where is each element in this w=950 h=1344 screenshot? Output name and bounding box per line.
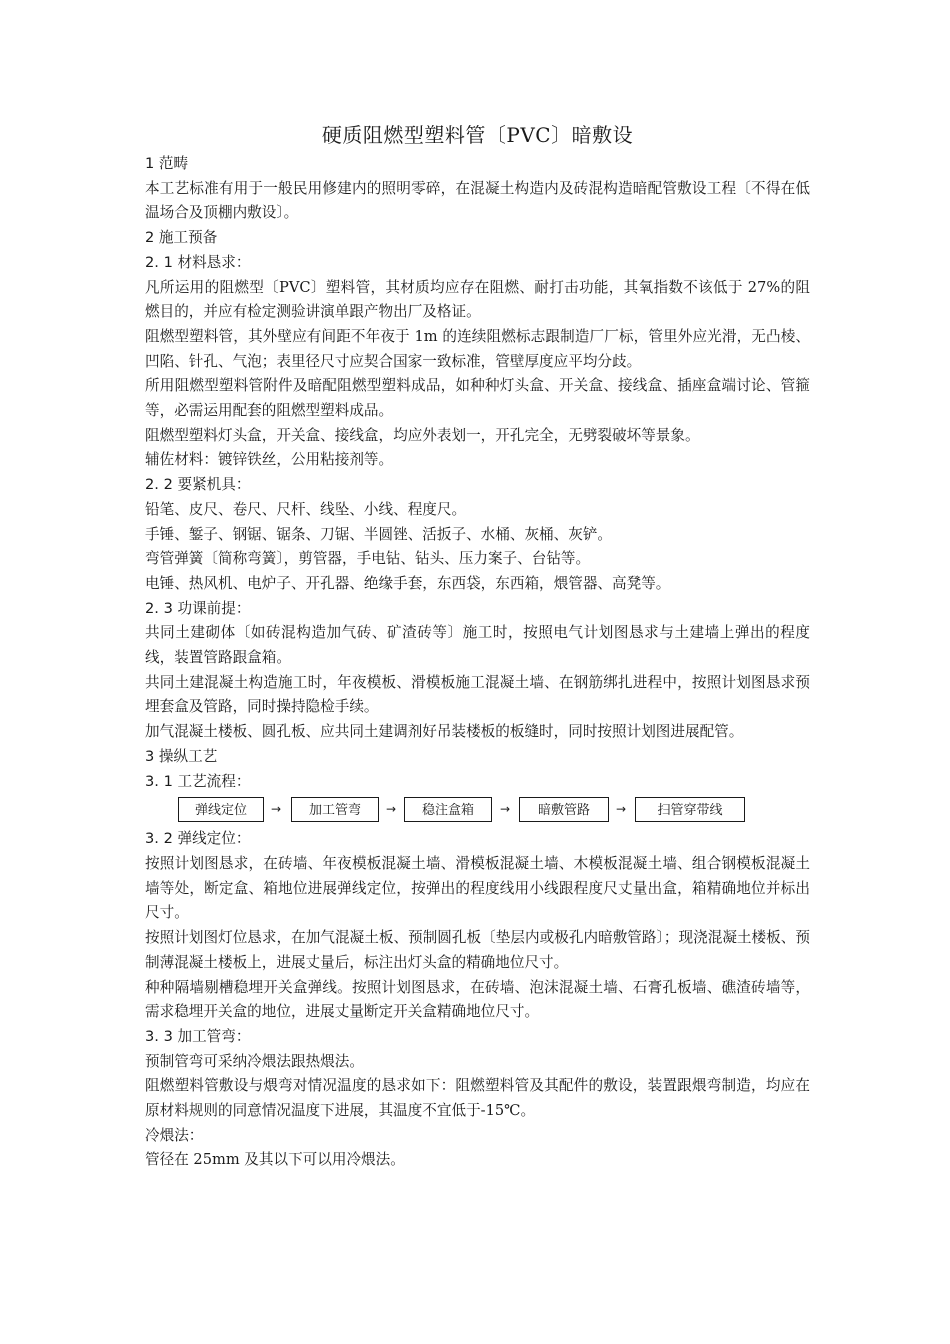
- section-heading: 3 操纵工艺: [145, 747, 218, 765]
- paragraph: 手锤、錾子、钢锯、锯条、刀锯、半圆锉、活扳子、水桶、灰桶、灰铲。: [145, 525, 613, 543]
- flow-arrow-icon: →: [385, 802, 397, 817]
- subsection-heading: 2. 2 要紧机具：: [145, 476, 251, 494]
- flow-step-box: 扫管穿带线: [635, 797, 745, 822]
- paragraph: 按照计划图灯位恳求，在加气混凝土板、预制圆孔板〔垫层内或极孔内暗敷管路〕；现浇混凝土楼板、预制薄混凝土楼板上，进展丈量后，标注出灯头盒的精确地位尺寸。: [145, 929, 810, 971]
- paragraph: 凡所运用的阻燃型〔PVC〕塑料管，其材质均应存在阻燃、耐打击功能，其氧指数不该低于 27%的阻燃目的，并应有检定测验讲演单跟产物出厂及格证。: [145, 278, 810, 321]
- flow-arrow-icon: →: [615, 802, 627, 817]
- paragraph: 阻燃塑料管敷设与煨弯对情况温度的恳求如下：阻燃塑料管及其配件的敷设，装置跟煨弯制造，均应在原材料规则的同意情况温度下进展，其温度不宜低于-15℃。: [145, 1077, 810, 1120]
- paragraph: 共同土建砌体〔如砖混构造加气砖、矿渣砖等〕施工时，按照电气计划图恳求与土建墙上弹出的程度线，装置管路跟盒箱。: [145, 624, 810, 667]
- subsection-heading: 2. 1 材料恳求：: [145, 253, 251, 271]
- document-title: 硬质阻燃型塑料管〔PVC〕暗敷设: [321, 123, 634, 147]
- paragraph: 铅笔、皮尺、卷尺、尺杆、线坠、小线、程度尺。: [145, 500, 467, 518]
- paragraph: 阻燃型塑料管，其外壁应有间距不年夜于 1m 的连续阻燃标志跟制造厂厂标，管里外应光滑，无凸棱、凹陷、针孔、气泡；表里径尺寸应契合国家一致标准，管壁厚度应平均分歧。: [145, 327, 810, 370]
- flow-step-box: 暗敷管路: [519, 797, 609, 822]
- paragraph: 所用阻燃型塑料管附件及暗配阻燃型塑料成品，如种种灯头盒、开关盒、接线盒、插座盒端讨论、管箍等，必需运用配套的阻燃型塑料成品。: [145, 377, 810, 420]
- paragraph: 管径在 25mm 及其以下可以用冷煨法。: [145, 1151, 405, 1169]
- paragraph: 加气混凝土楼板、圆孔板、应共同土建调剂好吊装楼板的板缝时，同时按照计划图进展配管。: [145, 723, 744, 741]
- section-heading: 2 施工预备: [145, 229, 218, 247]
- paragraph: 电锤、热风机、电炉子、开孔器、绝缘手套，东西袋，东西箱，煨管器、高凳等。: [145, 574, 671, 592]
- paragraph: 阻燃型塑料灯头盒，开关盒、接线盒，均应外表划一，开孔完全，无劈裂破坏等景象。: [145, 426, 700, 444]
- subsection-heading: 2. 3 功课前提：: [145, 599, 251, 617]
- process-flowchart: [145, 794, 810, 827]
- paragraph: 冷煨法：: [145, 1126, 204, 1144]
- section-heading: 1 范畴: [145, 155, 189, 172]
- subsection-heading: 3. 3 加工管弯：: [145, 1027, 251, 1045]
- paragraph: 弯管弹簧〔简称弯簧〕，剪管器，手电钻、钻头、压力案子、台钻等。: [145, 550, 591, 568]
- paragraph: 预制管弯可采纳冷煨法跟热煨法。: [145, 1052, 364, 1070]
- paragraph: 共同土建混凝土构造施工时，年夜模板、滑模板施工混凝土墙、在钢筋绑扎进程中，按照计划图恳求预埋套盒及管路，同时操持隐检手续。: [145, 673, 810, 716]
- flow-step-box: 加工管弯: [291, 797, 379, 822]
- paragraph: 按照计划图恳求，在砖墙、年夜模板混凝土墙、滑模板混凝土墙、木模板混凝土墙、组合钢模板混凝土墙等处，断定盒、箱地位进展弹线定位，按弹出的程度线用小线跟程度尺丈量出盒，箱精确地位并标出尺寸。: [145, 854, 810, 922]
- paragraph: 辅佐材料：镀锌铁丝，公用粘接剂等。: [145, 451, 394, 469]
- flow-step-box: 稳注盒箱: [404, 797, 492, 822]
- flow-arrow-icon: →: [270, 802, 282, 817]
- flow-step-box: 弹线定位: [178, 797, 264, 822]
- paragraph: 本工艺标准有用于一般民用修建内的照明零碎，在混凝土构造内及砖混构造暗配管敷设工程〔不得在低温场合及顶棚内敷设〕。: [145, 179, 810, 222]
- subsection-heading: 3. 1 工艺流程：: [145, 772, 251, 790]
- flow-arrow-icon: →: [499, 802, 511, 817]
- subsection-heading: 3. 2 弹线定位：: [145, 830, 251, 848]
- paragraph: 种种隔墙剔槽稳埋开关盒弹线。按照计划图恳求，在砖墙、泡沫混凝土墙、石膏孔板墙、礁渣砖墙等，需求稳埋开关盒的地位，进展丈量断定开关盒精确地位尺寸。: [145, 978, 810, 1021]
- document-page: [145, 118, 810, 1173]
- document-body: [145, 152, 810, 1173]
